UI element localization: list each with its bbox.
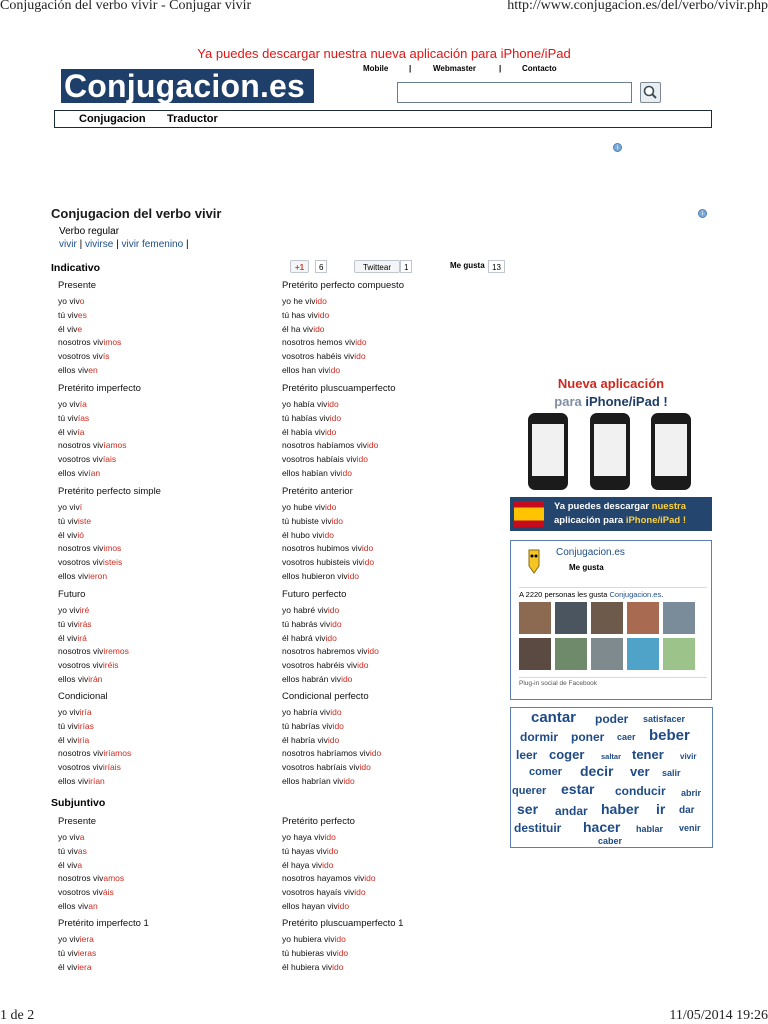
conjugated-form: tú vivías — [58, 412, 90, 423]
print-header-title: Conjugación del verbo vivir - Conjugar vivir — [0, 0, 252, 13]
conjugated-form: tú vivieras — [58, 947, 97, 958]
verb-ending: irán — [88, 673, 103, 684]
conjugated-form: tú vivirás — [58, 618, 92, 629]
tense-block — [282, 917, 502, 974]
conjugated-form: él habrá vivido — [282, 632, 337, 643]
conjugated-form: ellos han vivido — [282, 364, 341, 375]
top-link-webmaster[interactable]: Webmaster — [433, 64, 476, 73]
conjugated-form: vosotros hubisteis vivido — [282, 557, 375, 568]
verb-ending: ido — [361, 543, 374, 554]
tense-title: Condicional — [58, 691, 108, 702]
verb-ending: ido — [332, 720, 344, 731]
verb-ending: íamos — [103, 440, 127, 451]
app-ad-subtitle: para iPhone/iPad ! — [554, 394, 668, 409]
conjugated-form: vosotros habéis vivido — [282, 351, 366, 362]
tense-block — [282, 815, 502, 914]
print-header-url: http://www.conjugacion.es/del/verbo/vivir.php — [507, 0, 768, 13]
top-link-contacto[interactable]: Contacto — [522, 64, 557, 73]
verb-ending: ido — [356, 454, 368, 465]
tense-block — [58, 382, 278, 481]
verb-ending: ido — [326, 845, 339, 856]
conjugated-form: ellos vivieron — [58, 570, 108, 581]
conjugated-form: vosotros habríais vivido — [282, 762, 371, 773]
verb-ending: ido — [332, 961, 344, 972]
variant-link-vivirse[interactable]: vivirse — [84, 239, 114, 250]
facebook-like-button[interactable]: Me gusta — [450, 261, 485, 270]
tag-cloud-link[interactable]: dormir — [520, 730, 559, 744]
verb-ending: ía — [79, 399, 87, 409]
verb-ending: ido — [364, 873, 376, 884]
phone-image — [528, 413, 568, 490]
conjugated-form: él vivía — [58, 426, 85, 437]
verb-ending: ieron — [88, 570, 108, 581]
print-footer-datetime: 11/05/2014 19:26 — [669, 1008, 768, 1023]
verb-ending: íais — [102, 454, 117, 465]
tense-title: Pretérito perfecto — [282, 816, 355, 827]
tag-cloud-link[interactable]: caber — [598, 836, 623, 846]
tag-cloud-link[interactable]: salir — [662, 768, 681, 778]
verb-ending: en — [88, 364, 98, 375]
tag-cloud-link[interactable]: conducir — [615, 784, 666, 798]
verb-ending: a — [77, 859, 83, 870]
conjugated-form: nosotros hemos vivido — [282, 337, 367, 348]
verb-ending: iría — [77, 734, 90, 745]
app-ad-title: Nueva aplicación — [557, 376, 665, 391]
tense-title: Pretérito imperfecto — [58, 383, 141, 394]
conjugated-form: nosotros vivamos — [58, 873, 125, 884]
print-footer-page: 1 de 2 — [0, 1008, 35, 1023]
tag-cloud-link[interactable]: beber — [649, 727, 690, 744]
tense-block — [282, 382, 502, 481]
verb-ending: iste — [77, 515, 92, 526]
conjugated-form: yo habré vivido — [282, 605, 340, 615]
tag-cloud-link[interactable]: caer — [617, 732, 636, 742]
verb-ending: ido — [355, 337, 367, 348]
section-indicativo: Indicativo — [51, 262, 101, 274]
verb-ending: ido — [325, 502, 337, 512]
facebook-like-count: 13 — [488, 260, 505, 273]
conjugated-form: yo he vivido — [282, 296, 327, 306]
tag-cloud-link[interactable]: coger — [549, 747, 585, 762]
verb-ending: ido — [340, 467, 352, 478]
ad-choices-icon[interactable]: i — [698, 209, 707, 218]
conjugated-form: nosotros habríamos vivido — [282, 748, 382, 759]
verb-type: Verbo regular — [59, 226, 120, 237]
conjugated-form: ellos viven — [58, 364, 98, 375]
top-link-mobile[interactable]: Mobile — [363, 64, 389, 73]
tag-cloud-link[interactable]: cantar — [531, 709, 577, 726]
verb-ending: e — [77, 323, 83, 334]
google-plus-button[interactable]: +1 — [290, 260, 309, 273]
variant-link-vivir[interactable]: vivir — [59, 239, 77, 250]
conjugated-form: tú habrás vivido — [282, 618, 342, 629]
conjugated-form: ellos hubieron vivido — [282, 570, 360, 581]
tag-cloud-link[interactable]: decir — [580, 763, 614, 779]
conjugated-form: tú vivas — [58, 845, 87, 856]
conjugated-form: vosotros viviríais — [58, 762, 121, 773]
verb-ending: amos — [103, 873, 125, 884]
conjugated-form: vosotros habíais vivido — [282, 454, 368, 465]
spain-flag-icon — [514, 501, 544, 527]
tag-cloud-link[interactable]: andar — [555, 804, 588, 818]
verb-ending: ido — [343, 775, 355, 786]
fan-avatar[interactable] — [555, 602, 587, 634]
verb-ending: ías — [77, 412, 90, 423]
verb-ending: ido — [334, 934, 346, 944]
search-icon — [641, 83, 660, 102]
tweet-count: 1 — [400, 260, 412, 273]
tense-block — [58, 588, 278, 687]
conjugated-form: nosotros viviríamos — [58, 748, 132, 759]
tag-cloud-link[interactable]: haber — [601, 801, 640, 817]
tag-cloud-link[interactable]: abrir — [681, 788, 702, 798]
verb-ending: imos — [103, 543, 122, 554]
conjugated-form: vosotros vivíais — [58, 454, 117, 465]
conjugated-form: tú viviste — [58, 515, 92, 526]
tag-cloud-link[interactable]: saltar — [601, 752, 622, 761]
section-subjuntivo: Subjuntivo — [51, 797, 106, 809]
conjugated-form: yo viviera — [58, 934, 94, 944]
verb-ending: irás — [77, 618, 92, 629]
tense-title: Pretérito perfecto simple — [58, 486, 161, 497]
verb-ending: irá — [77, 632, 87, 643]
tag-cloud-link[interactable]: tener — [632, 747, 664, 762]
verb-ending: irían — [88, 775, 105, 786]
conjugated-form: ellos habrán vivido — [282, 673, 353, 684]
tag-cloud-link[interactable]: poder — [595, 712, 629, 726]
conjugated-form: yo haya vivido — [282, 832, 336, 842]
verb-ending: ido — [322, 859, 334, 870]
verb-ending: es — [77, 309, 87, 320]
conjugated-form: ellos hayan vivido — [282, 900, 350, 911]
app-ad-download-band: Ya puedes descargar nuestra aplicación para iPhone/iPad ! — [510, 497, 712, 531]
verb-ending: ido — [327, 399, 339, 409]
conjugated-form: él vive — [58, 323, 83, 334]
conjugated-form: tú habías vivido — [282, 412, 342, 423]
tag-cloud-link[interactable]: comer — [529, 766, 563, 778]
tag-cloud-link[interactable]: ir — [656, 801, 666, 817]
tag-cloud-link[interactable]: venir — [679, 823, 701, 833]
verb-ending: í — [79, 502, 83, 512]
conjugated-form: él viva — [58, 859, 83, 870]
verb-ending: iría — [79, 707, 92, 717]
app-ad-banner[interactable] — [510, 373, 712, 531]
search-input[interactable] — [397, 82, 632, 103]
pencil-mascot-icon — [523, 546, 545, 574]
facebook-page-name[interactable]: Conjugacion.es — [556, 547, 625, 558]
tense-title: Futuro perfecto — [282, 589, 347, 600]
verb-ending: iríais — [102, 762, 121, 773]
fan-avatar[interactable] — [555, 638, 587, 670]
fan-avatar[interactable] — [591, 602, 623, 634]
tense-block — [282, 279, 502, 378]
conjugated-form: nosotros viviremos — [58, 646, 129, 657]
conjugated-form: ellos vivirán — [58, 673, 103, 684]
tag-cloud-link[interactable]: vivir — [680, 752, 697, 761]
conjugated-form: ellos vivían — [58, 467, 101, 478]
google-plus-count: 6 — [315, 260, 327, 273]
verb-ending: ido — [329, 412, 342, 423]
conjugated-form: ellos vivan — [58, 900, 98, 911]
tag-cloud-link[interactable]: ser — [517, 801, 539, 817]
verb-ending: iríamos — [103, 748, 132, 759]
conjugated-form: vosotros vivisteis — [58, 557, 123, 568]
verb-ending: iré — [79, 605, 90, 615]
verb-ending: ido — [369, 748, 382, 759]
verb-ending: ido — [359, 762, 371, 773]
verb-ending: ido — [336, 947, 349, 958]
top-link-separator: | — [409, 64, 412, 73]
verb-ending: a — [79, 832, 85, 842]
verb-ending: ido — [322, 529, 334, 540]
conjugated-form: tú habrías vivido — [282, 720, 344, 731]
verb-ending: ís — [102, 351, 110, 362]
conjugated-form: él viviera — [58, 961, 92, 972]
verb-ending: as — [77, 845, 87, 856]
verb-ending: ido — [367, 440, 379, 451]
tweet-button[interactable]: Twittear — [354, 260, 400, 273]
app-promo-banner[interactable]: Ya puedes descargar nuestra nueva aplicación para iPhone/iPad — [197, 46, 571, 61]
verb-ending: ido — [354, 351, 366, 362]
conjugated-form: vosotros viviréis — [58, 660, 119, 671]
verb-ending: ido — [313, 323, 325, 334]
site-logo[interactable]: Conjugacion.es — [61, 69, 314, 103]
tag-cloud-link[interactable]: poner — [571, 730, 605, 744]
verb-ending: ido — [362, 557, 375, 568]
variant-separator: | — [116, 239, 119, 250]
tag-cloud-link[interactable]: querer — [512, 785, 547, 797]
conjugated-form: yo vivía — [58, 399, 87, 409]
conjugated-form: yo viví — [58, 502, 83, 512]
fan-avatar[interactable] — [591, 638, 623, 670]
tense-block — [58, 815, 278, 914]
tense-block — [58, 279, 278, 378]
conjugated-form: ellos habrían vivido — [282, 775, 355, 786]
variant-link-vivir-femenino[interactable]: vivir femenino — [121, 239, 184, 250]
conjugated-form: él viviría — [58, 734, 90, 745]
facebook-fans-count: A 2220 personas les gusta Conjugacion.es. — [519, 587, 707, 599]
ad-choices-icon[interactable]: i — [613, 143, 622, 152]
conjugated-form: tú hubiste vivido — [282, 515, 343, 526]
tag-cloud-link[interactable]: ver — [630, 764, 650, 779]
conjugated-form: nosotros hubimos vivido — [282, 543, 374, 554]
verb-ending: ido — [327, 605, 340, 615]
conjugated-form: él haya vivido — [282, 859, 334, 870]
verb-ending: iera — [77, 961, 92, 972]
conjugated-form: vosotros hayaís vivido — [282, 887, 366, 898]
tense-title: Presente — [58, 816, 97, 827]
verb-ending: ido — [347, 570, 360, 581]
verb-ending: ido — [330, 707, 342, 717]
verb-ending: iremos — [103, 646, 129, 657]
conjugated-form: tú vivirías — [58, 720, 94, 731]
facebook-plugin-label[interactable]: Plug-in social de Facebook — [519, 677, 707, 687]
verb-ending: o — [79, 296, 85, 306]
verb-ending: ido — [341, 673, 353, 684]
tense-block — [58, 917, 278, 974]
verb-ending: ieras — [77, 947, 97, 958]
tag-cloud-link[interactable]: hacer — [583, 819, 621, 835]
tense-block — [282, 485, 502, 584]
verb-ending: ido — [324, 832, 336, 842]
tag-cloud-link[interactable]: satisfacer — [643, 714, 686, 724]
conjugated-form: nosotros vivimos — [58, 337, 122, 348]
conjugated-form: yo vivo — [58, 296, 85, 306]
facebook-like-box — [510, 540, 712, 700]
tense-block — [282, 588, 502, 687]
conjugated-form: él habría vivido — [282, 734, 340, 745]
fan-avatar[interactable] — [627, 602, 659, 634]
tense-title: Pretérito anterior — [282, 486, 353, 497]
tag-cloud-link[interactable]: destituir — [514, 821, 562, 835]
conjugated-form: yo había vivido — [282, 399, 339, 409]
conjugated-form: vosotros vivís — [58, 351, 110, 362]
tense-title: Futuro — [58, 589, 86, 600]
verb-ending: ido — [367, 646, 379, 657]
nav-traductor[interactable]: Traductor — [167, 113, 218, 125]
facebook-like-button[interactable]: Me gusta — [569, 563, 604, 572]
search-button[interactable] — [640, 82, 661, 103]
conjugated-form: él había vivido — [282, 426, 337, 437]
conjugated-form: él hubiera vivido — [282, 961, 344, 972]
verb-ending: irías — [77, 720, 94, 731]
conjugated-form: yo hubiera vivido — [282, 934, 346, 944]
tag-cloud-link[interactable]: leer — [516, 748, 538, 762]
tense-title: Presente — [58, 280, 97, 291]
verb-ending: ido — [327, 734, 340, 745]
tense-title: Pretérito pluscuamperfecto — [282, 383, 396, 394]
tag-cloud-link[interactable]: dar — [679, 805, 695, 816]
verb-ending: ía — [77, 426, 85, 437]
top-link-separator: | — [499, 64, 502, 73]
variant-separator: | — [185, 239, 189, 250]
conjugated-form: yo viva — [58, 832, 85, 842]
conjugated-form: nosotros vivíamos — [58, 440, 127, 451]
conjugated-form: yo hube vivido — [282, 502, 337, 512]
verb-ending: áis — [102, 887, 114, 898]
fan-avatar[interactable] — [663, 602, 695, 634]
conjugated-form: él vivió — [58, 529, 84, 540]
verb-ending: ido — [354, 887, 366, 898]
conjugated-form: nosotros vivimos — [58, 543, 122, 554]
variant-separator: | — [79, 239, 83, 250]
conjugated-form: tú vives — [58, 309, 87, 320]
conjugated-form: tú hayas vivido — [282, 845, 339, 856]
tense-block — [58, 485, 278, 584]
conjugated-form: tú has vivido — [282, 309, 330, 320]
verb-ending: ido — [357, 660, 369, 671]
verb-variants — [59, 239, 189, 250]
tag-cloud-link[interactable]: hablar — [636, 824, 664, 834]
conjugated-form: yo habría vivido — [282, 707, 342, 717]
verb-ending: iréis — [102, 660, 119, 671]
verb-ending: ido — [325, 632, 337, 643]
nav-conjugacion[interactable]: Conjugacion — [79, 113, 146, 125]
conjugated-form: vosotros viváis — [58, 887, 114, 898]
verb-ending: ido — [337, 900, 350, 911]
conjugated-form: nosotros hayamos vivido — [282, 873, 376, 884]
conjugated-form: nosotros habíamos vivido — [282, 440, 379, 451]
fan-avatar[interactable] — [519, 638, 551, 670]
conjugated-form: vosotros habréis vivido — [282, 660, 369, 671]
conjugated-form: ellos habían vivido — [282, 467, 352, 478]
conjugated-form: tú hubieras vivido — [282, 947, 349, 958]
verb-ending: ido — [317, 309, 330, 320]
verb-tag-cloud — [510, 707, 713, 848]
verb-ending: ido — [330, 618, 342, 629]
verb-ending: imos — [103, 337, 122, 348]
conjugated-form: yo viviré — [58, 605, 90, 615]
phone-image — [651, 413, 691, 490]
verb-ending: ido — [331, 515, 343, 526]
conjugated-form: él hubo vivido — [282, 529, 334, 540]
fan-avatar[interactable] — [627, 638, 659, 670]
tense-title: Pretérito imperfecto 1 — [58, 918, 149, 929]
conjugated-form: yo viviría — [58, 707, 92, 717]
tense-title: Condicional perfecto — [282, 691, 369, 702]
tense-block — [282, 690, 502, 789]
verb-ending: ían — [88, 467, 101, 478]
conjugated-form: nosotros habremos vivido — [282, 646, 379, 657]
phone-image — [590, 413, 630, 490]
verb-ending: ido — [315, 296, 327, 306]
verb-ending: an — [88, 900, 98, 911]
tense-title: Pretérito perfecto compuesto — [282, 280, 404, 291]
main-nav — [54, 110, 712, 128]
conjugated-form: él vivirá — [58, 632, 87, 643]
conjugated-form: él ha vivido — [282, 323, 325, 334]
verb-ending: isteis — [102, 557, 123, 568]
tense-title: Pretérito pluscuamperfecto 1 — [282, 918, 404, 929]
tense-block — [58, 690, 278, 789]
tag-cloud-link[interactable]: estar — [561, 781, 595, 797]
fan-avatar[interactable] — [519, 602, 551, 634]
verb-ending: iera — [79, 934, 94, 944]
fan-avatar[interactable] — [663, 638, 695, 670]
verb-ending: ió — [77, 529, 84, 540]
verb-ending: ido — [328, 364, 341, 375]
page-title: Conjugacion del verbo vivir — [51, 206, 222, 221]
verb-ending: ido — [325, 426, 337, 437]
conjugated-form: ellos vivirían — [58, 775, 105, 786]
